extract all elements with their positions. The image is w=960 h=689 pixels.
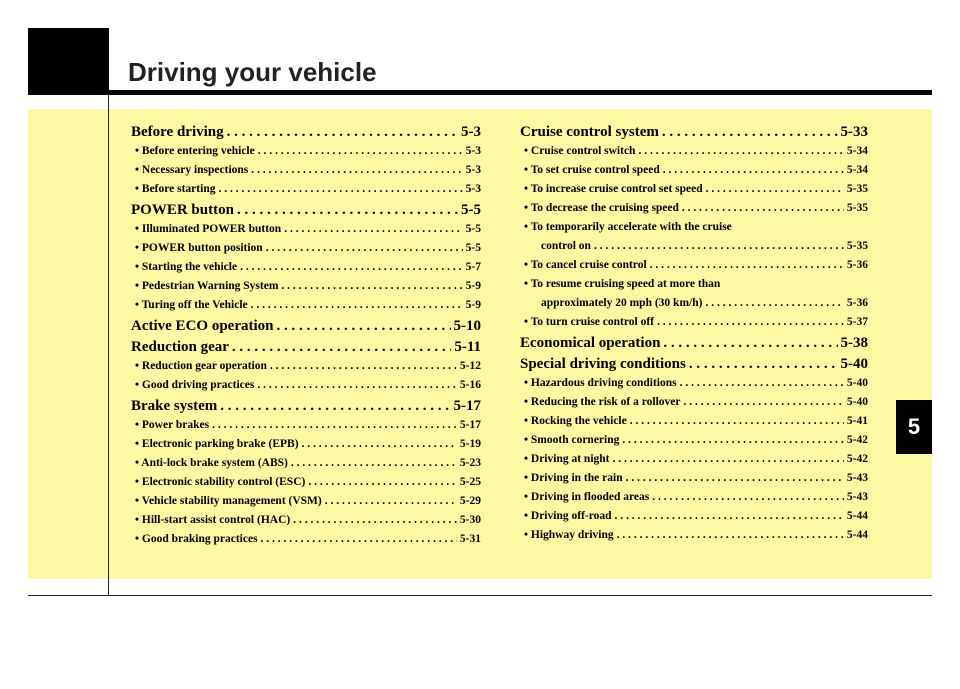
toc-page-number: 5-40 (846, 377, 868, 389)
toc-page-number: 5-3 (465, 183, 481, 195)
toc-column-left (131, 124, 481, 552)
dot-leader (617, 529, 844, 541)
toc-entry-label: • Anti-lock brake system (ABS) (135, 457, 288, 469)
toc-page-number: 5-37 (846, 316, 868, 328)
toc-section[interactable] (131, 124, 481, 145)
toc-entry-label: • Good driving practices (135, 379, 255, 391)
toc-page-number: 5-5 (465, 223, 481, 235)
dot-leader (218, 183, 462, 195)
toc-page-number: 5-36 (846, 259, 868, 271)
dot-leader (220, 398, 450, 415)
toc-entry[interactable] (520, 202, 868, 221)
toc-entry[interactable] (520, 415, 868, 434)
toc-section[interactable] (131, 202, 481, 223)
toc-section[interactable] (520, 335, 868, 356)
dot-leader (212, 419, 457, 431)
toc-entry-label: approximately 20 mph (30 km/h) (541, 297, 703, 309)
toc-page-number: 5-9 (465, 280, 481, 292)
title-underline (109, 90, 932, 95)
toc-page-number: 5-3 (465, 145, 481, 157)
dot-leader (237, 202, 458, 219)
toc-entry-label: • Electronic stability control (ESC) (135, 476, 306, 488)
dot-leader (227, 124, 458, 141)
dot-leader (615, 510, 844, 522)
toc-page-number: 5-17 (459, 419, 481, 431)
toc-entry-label: • To set cruise control speed (524, 164, 660, 176)
toc-page-number: 5-42 (846, 453, 868, 465)
toc-page-number: 5-35 (846, 240, 868, 252)
toc-entry[interactable] (520, 377, 868, 396)
toc-page-number: 5-33 (840, 124, 868, 140)
dot-leader (261, 533, 457, 545)
toc-entry-label: • Necessary inspections (135, 164, 249, 176)
toc-entry-label: • Vehicle stability management (VSM) (135, 495, 322, 507)
dot-leader (291, 457, 457, 469)
toc-page-number: 5-43 (846, 491, 868, 503)
toc-page-number: 5-29 (459, 495, 481, 507)
dot-leader (652, 491, 844, 503)
toc-entry[interactable] (131, 476, 481, 495)
dot-leader (613, 453, 844, 465)
toc-entry[interactable] (131, 280, 481, 299)
toc-entry-label: • Pedestrian Warning System (135, 280, 279, 292)
toc-page-number: 5-5 (461, 202, 481, 218)
toc-entry[interactable] (520, 491, 868, 510)
toc-page-number: 5-3 (461, 124, 481, 140)
toc-entry[interactable] (131, 514, 481, 533)
toc-entry-label: • Reducing the risk of a rollover (524, 396, 681, 408)
toc-entry-label: Brake system (131, 398, 218, 414)
toc-entry-label: • Rocking the vehicle (524, 415, 627, 427)
toc-entry-label: • Driving in flooded areas (524, 491, 650, 503)
toc-section[interactable] (131, 398, 481, 419)
dot-leader (308, 476, 457, 488)
toc-entry-label: • Driving at night (524, 453, 610, 465)
toc-entry-label: • Turing off the Vehicle (135, 299, 248, 311)
toc-entry-label: Economical operation (520, 335, 661, 351)
dot-leader (276, 318, 450, 335)
toc-page-number: 5-11 (454, 339, 481, 355)
toc-page-number: 5-42 (846, 434, 868, 446)
toc-entry[interactable] (520, 297, 868, 316)
toc-page-number: 5-41 (846, 415, 868, 427)
toc-entry[interactable] (520, 240, 868, 259)
toc-entry[interactable] (131, 495, 481, 514)
toc-entry[interactable] (520, 472, 868, 491)
dot-leader (281, 280, 462, 292)
toc-column-right (520, 124, 868, 548)
dot-leader (302, 438, 457, 450)
toc-entry[interactable] (520, 221, 868, 240)
dot-leader (266, 242, 463, 254)
dot-leader (325, 495, 457, 507)
toc-entry[interactable] (131, 223, 481, 242)
toc-entry-label: POWER button (131, 202, 234, 218)
toc-entry[interactable] (131, 299, 481, 318)
toc-page-number: 5-38 (840, 335, 868, 351)
toc-entry-label: • To increase cruise control set speed (524, 183, 703, 195)
dot-leader (284, 223, 462, 235)
toc-entry-label: Special driving conditions (520, 356, 686, 372)
toc-entry[interactable] (131, 145, 481, 164)
toc-page-number: 5-34 (846, 164, 868, 176)
toc-entry[interactable] (131, 533, 481, 552)
toc-entry-label: control on (541, 240, 591, 252)
toc-section[interactable] (131, 339, 481, 360)
toc-entry-label: Reduction gear (131, 339, 229, 355)
dot-leader (251, 164, 462, 176)
toc-section[interactable] (131, 318, 481, 339)
toc-page-number: 5-35 (846, 183, 868, 195)
toc-entry[interactable] (520, 183, 868, 202)
dot-leader (657, 316, 844, 328)
dot-leader (626, 472, 844, 484)
toc-entry-label: • Reduction gear operation (135, 360, 267, 372)
dot-leader (232, 339, 451, 356)
toc-entry[interactable] (131, 164, 481, 183)
toc-entry-label: • Smooth cornering (524, 434, 620, 446)
toc-page-number: 5-35 (846, 202, 868, 214)
toc-entry-label: • To resume cruising speed at more than (524, 278, 721, 290)
toc-entry-label: • Illuminated POWER button (135, 223, 282, 235)
toc-entry-label: • Hazardous driving conditions (524, 377, 677, 389)
toc-page-number: 5-17 (453, 398, 481, 414)
dot-leader (663, 335, 837, 352)
dot-leader (705, 297, 843, 309)
toc-page-number: 5-10 (453, 318, 481, 334)
toc-page-number: 5-34 (846, 145, 868, 157)
dot-leader (270, 360, 457, 372)
dot-leader (662, 124, 838, 141)
toc-page-number: 5-12 (459, 360, 481, 372)
bottom-rule (28, 595, 932, 596)
toc-entry-label: • To decrease the cruising speed (524, 202, 679, 214)
toc-page-number: 5-44 (846, 529, 868, 541)
toc-entry-label: • Cruise control switch (524, 145, 636, 157)
toc-entry-label: • Power brakes (135, 419, 210, 431)
header-black-block (28, 28, 109, 95)
toc-entry[interactable] (131, 261, 481, 280)
toc-entry-label: • POWER button position (135, 242, 263, 254)
toc-page-number: 5-3 (465, 164, 481, 176)
toc-section[interactable] (520, 124, 868, 145)
toc-page-number: 5-19 (459, 438, 481, 450)
toc-entry-label: Active ECO operation (131, 318, 274, 334)
dot-leader (663, 164, 844, 176)
toc-entry[interactable] (520, 164, 868, 183)
dot-leader (680, 377, 844, 389)
left-margin-rule (108, 95, 109, 595)
toc-entry-label: • To cancel cruise control (524, 259, 647, 271)
dot-leader (689, 356, 838, 373)
toc-entry[interactable] (131, 457, 481, 476)
toc-entry-label: • Driving off-road (524, 510, 612, 522)
toc-page-number: 5-36 (846, 297, 868, 309)
toc-page-number: 5-7 (465, 261, 481, 273)
toc-page-number: 5-9 (465, 299, 481, 311)
toc-entry[interactable] (520, 434, 868, 453)
dot-leader (650, 259, 844, 271)
toc-entry[interactable] (520, 259, 868, 278)
dot-leader (630, 415, 844, 427)
toc-entry-label: • Before starting (135, 183, 216, 195)
dot-leader (251, 299, 463, 311)
toc-page-number: 5-43 (846, 472, 868, 484)
toc-entry[interactable] (520, 316, 868, 335)
toc-entry-label: Cruise control system (520, 124, 659, 140)
toc-entry[interactable] (520, 529, 868, 548)
toc-entry[interactable] (131, 242, 481, 261)
dot-leader (293, 514, 457, 526)
toc-entry-label: • Starting the vehicle (135, 261, 238, 273)
dot-leader (622, 434, 844, 446)
dot-leader (257, 379, 457, 391)
dot-leader (682, 202, 844, 214)
toc-entry-label: • Before entering vehicle (135, 145, 255, 157)
toc-page-number: 5-44 (846, 510, 868, 522)
toc-page-number: 5-30 (459, 514, 481, 526)
toc-entry[interactable] (131, 379, 481, 398)
toc-entry-label: Before driving (131, 124, 224, 140)
toc-entry[interactable] (520, 396, 868, 415)
toc-entry[interactable] (131, 438, 481, 457)
toc-entry-label: • Electronic parking brake (EPB) (135, 438, 299, 450)
toc-entry-label: • Driving in the rain (524, 472, 623, 484)
toc-entry-label: • To turn cruise control off (524, 316, 654, 328)
toc-page-number: 5-31 (459, 533, 481, 545)
dot-leader (594, 240, 844, 252)
toc-entry[interactable] (131, 183, 481, 202)
dot-leader (684, 396, 844, 408)
toc-entry[interactable] (520, 145, 868, 164)
toc-entry[interactable] (131, 360, 481, 379)
toc-entry-label: • Highway driving (524, 529, 614, 541)
page-title: Driving your vehicle (128, 57, 377, 87)
toc-entry-label: • Good braking practices (135, 533, 258, 545)
toc-entry[interactable] (520, 453, 868, 472)
toc-section[interactable] (520, 356, 868, 377)
chapter-tab[interactable]: 5 (896, 400, 932, 454)
toc-page-number: 5-16 (459, 379, 481, 391)
toc-entry[interactable] (131, 419, 481, 438)
dot-leader (258, 145, 463, 157)
toc-entry[interactable] (520, 510, 868, 529)
toc-page-number: 5-40 (846, 396, 868, 408)
toc-page-number: 5-40 (840, 356, 868, 372)
toc-page-number: 5-5 (465, 242, 481, 254)
toc-entry-label: • Hill-start assist control (HAC) (135, 514, 291, 526)
dot-leader (240, 261, 463, 273)
toc-page-number: 5-25 (459, 476, 481, 488)
dot-leader (638, 145, 843, 157)
toc-entry[interactable] (520, 278, 868, 297)
dot-leader (706, 183, 844, 195)
toc-page-number: 5-23 (459, 457, 481, 469)
toc-entry-label: • To temporarily accelerate with the cruise (524, 221, 732, 233)
